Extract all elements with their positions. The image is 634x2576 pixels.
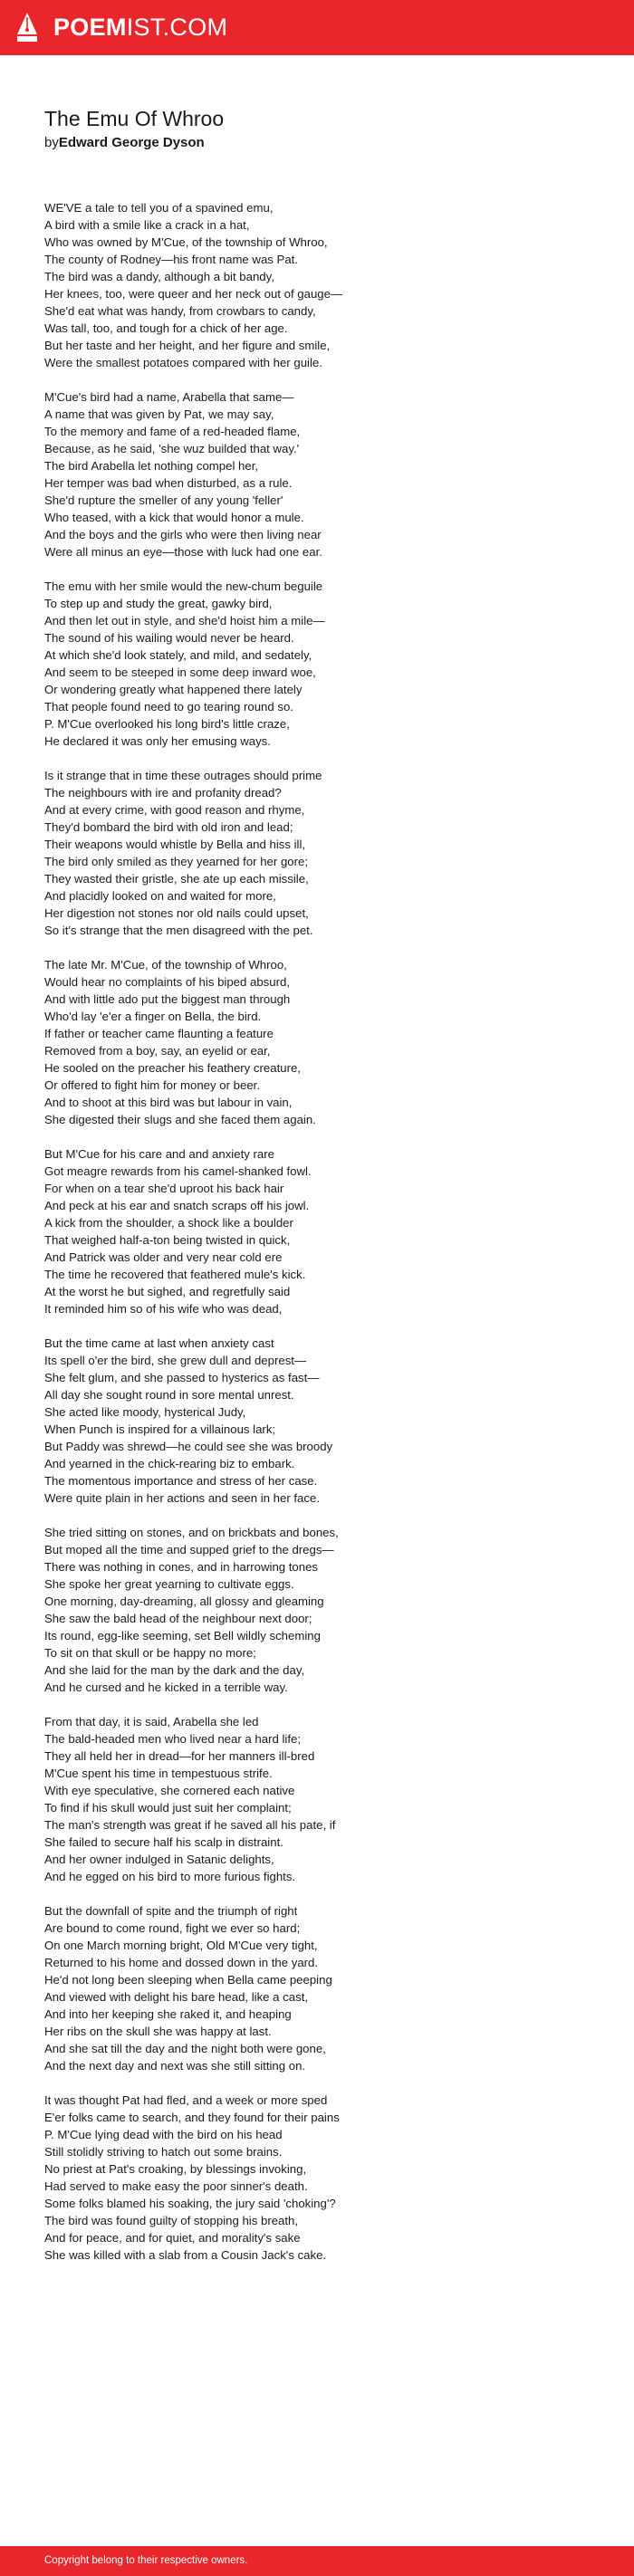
poem-line: For when on a tear she'd uproot his back hair bbox=[44, 1182, 284, 1195]
poem-line: She'd rupture the smeller of any young 'feller' bbox=[44, 493, 283, 507]
poem-line: And yearned in the chick-rearing biz to embark. bbox=[44, 1457, 295, 1470]
poem-line: The bird was found guilty of stopping his breath, bbox=[44, 2214, 299, 2227]
poem-title: The Emu Of Whroo bbox=[44, 107, 225, 130]
poem-stanza bbox=[44, 2092, 606, 2264]
poem-line: Are bound to come round, fight we ever so hard; bbox=[44, 1921, 301, 1935]
poem-line: So it's strange that the men disagreed with the pet. bbox=[44, 924, 313, 937]
poem-line: And Patrick was older and very near cold ere bbox=[44, 1250, 283, 1264]
poem-line: If father or teacher came flaunting a feature bbox=[44, 1027, 274, 1040]
poem-line: A name that was given by Pat, we may say, bbox=[44, 407, 274, 421]
poem-line: To the memory and fame of a red-headed flame, bbox=[44, 425, 301, 438]
pen-nib-icon[interactable] bbox=[15, 12, 39, 44]
poem-line: Their weapons would whistle by Bella and hiss ill, bbox=[44, 838, 306, 851]
poem-line: At the worst he but sighed, and regretfully said bbox=[44, 1285, 291, 1298]
poem-line: They wasted their gristle, she ate up each missile, bbox=[44, 872, 309, 886]
poem-line: From that day, it is said, Arabella she led bbox=[44, 1715, 259, 1729]
poem-line: The bird was a dandy, although a bit bandy, bbox=[44, 270, 274, 283]
poem-line: The bald-headed men who lived near a hard life; bbox=[44, 1732, 301, 1746]
poem-stanza bbox=[44, 199, 606, 371]
poem-stanza bbox=[44, 1524, 606, 1696]
poem-line: Were the smallest potatoes compared with her guile. bbox=[44, 356, 322, 369]
logo-light-text: IST.COM bbox=[126, 14, 228, 41]
poem-stanza bbox=[44, 956, 606, 1128]
poem-line: Were all minus an eye—those with luck had one ear. bbox=[44, 545, 322, 559]
logo-bold-text: POEM bbox=[53, 14, 127, 41]
poem-line: E'er folks came to search, and they found for their pains bbox=[44, 2111, 340, 2124]
poem-line: Is it strange that in time these outrages should prime bbox=[44, 769, 322, 782]
poem-line: She was killed with a slab from a Cousin Jack's cake. bbox=[44, 2248, 327, 2262]
poem-line: P. M'Cue overlooked his long bird's little craze, bbox=[44, 717, 290, 731]
poem-stanza bbox=[44, 388, 606, 560]
poem-line: And with little ado put the biggest man through bbox=[44, 992, 291, 1006]
poem-line: Its round, egg-like seeming, set Bell wildly scheming bbox=[44, 1629, 321, 1642]
author-name[interactable]: Edward George Dyson bbox=[58, 135, 205, 150]
poem-line: She failed to secure half his scalp in distraint. bbox=[44, 1835, 283, 1849]
site-header bbox=[0, 0, 634, 55]
poem-line: Her digestion not stones nor old nails could upset, bbox=[44, 906, 309, 920]
poem-line: On one March morning bright, Old M'Cue very tight, bbox=[44, 1939, 318, 1952]
poem-line: They all held her in dread—for her manners ill-bred bbox=[44, 1749, 315, 1763]
poem-line: To sit on that skull or be happy no more; bbox=[44, 1646, 256, 1660]
poem-body bbox=[44, 199, 606, 2281]
poem-line: Its spell o'er the bird, she grew dull and deprest— bbox=[44, 1354, 307, 1367]
poem-line: That people found need to go tearing round so. bbox=[44, 700, 293, 713]
poem-stanza bbox=[44, 1713, 606, 1885]
poem-line: Had served to make easy the poor sinner's death. bbox=[44, 2179, 308, 2193]
poem-line: The neighbours with ire and profanity dread? bbox=[44, 786, 282, 800]
poem-line: Who was owned by M'Cue, of the township of Whroo, bbox=[44, 235, 328, 249]
poem-line: The man's strength was great if he saved all his pate, if bbox=[44, 1818, 336, 1832]
poem-line: Her temper was bad when disturbed, as a rule. bbox=[44, 476, 293, 490]
poem-line: To step up and study the great, gawky bird, bbox=[44, 597, 273, 610]
poem-line: Was tall, too, and tough for a chick of her age. bbox=[44, 321, 288, 335]
poem-line: And for peace, and for quiet, and morality's sake bbox=[44, 2231, 301, 2245]
poem-line: Removed from a boy, say, an eyelid or ear, bbox=[44, 1044, 271, 1058]
poem-line: Some folks blamed his soaking, the jury said 'choking'? bbox=[44, 2197, 336, 2210]
poem-line: But her taste and her height, and her figure and smile, bbox=[44, 339, 331, 352]
poem-line: At which she'd look stately, and mild, and sedately, bbox=[44, 648, 312, 662]
poem-line: A kick from the shoulder, a shock like a boulder bbox=[44, 1216, 293, 1230]
poem-line: Because, as he said, 'she wuz builded that way.' bbox=[44, 442, 300, 455]
poem-line: That weighed half-a-ton being twisted in quick, bbox=[44, 1233, 291, 1247]
poem-line: It was thought Pat had fled, and a week or more sped bbox=[44, 2093, 328, 2107]
poem-line: The county of Rodney—his front name was Pat. bbox=[44, 253, 299, 266]
poem-line: And he cursed and he kicked in a terrible way. bbox=[44, 1681, 288, 1694]
poem-line: She spoke her great yearning to cultivate eggs. bbox=[44, 1577, 294, 1591]
byline-prefix: by bbox=[44, 135, 59, 150]
poem-line: The momentous importance and stress of her case. bbox=[44, 1474, 318, 1488]
poem-line: The emu with her smile would the new-chum beguile bbox=[44, 579, 323, 593]
poem-line: Who teased, with a kick that would honor a mule. bbox=[44, 511, 304, 524]
poem-line: And to shoot at this bird was but labour in vain, bbox=[44, 1096, 293, 1109]
poem-line: P. M'Cue lying dead with the bird on his head bbox=[44, 2128, 283, 2141]
poem-stanza bbox=[44, 767, 606, 939]
poem-line: M'Cue's bird had a name, Arabella that same— bbox=[44, 390, 294, 404]
poem-stanza bbox=[44, 1902, 606, 2074]
poem-line: She tried sitting on stones, and on brickbats and bones, bbox=[44, 1526, 339, 1539]
poem-line: And the boys and the girls who were then living near bbox=[44, 528, 322, 541]
poem-line: Returned to his home and dossed down in the yard. bbox=[44, 1956, 319, 1969]
poem-line: All day she sought round in sore mental unrest. bbox=[44, 1388, 294, 1402]
poem-line: And at every crime, with good reason and rhyme, bbox=[44, 803, 305, 817]
poem-line: And her owner indulged in Satanic delights, bbox=[44, 1853, 274, 1866]
poem-line: But moped all the time and supped grief to the dregs— bbox=[44, 1543, 334, 1556]
poem-line: When Punch is inspired for a villainous lark; bbox=[44, 1422, 276, 1436]
poem-byline bbox=[44, 134, 205, 152]
poem-line: And placidly looked on and waited for more, bbox=[44, 889, 276, 903]
poem-line: She digested their slugs and she faced them again. bbox=[44, 1113, 316, 1126]
poem-line: She acted like moody, hysterical Judy, bbox=[44, 1405, 246, 1419]
poem-line: And he egged on his bird to more furious fights. bbox=[44, 1870, 296, 1883]
poem-line: Or offered to fight him for money or beer. bbox=[44, 1078, 260, 1092]
poem-line: But M'Cue for his care and and anxiety rare bbox=[44, 1147, 274, 1161]
poem-stanza bbox=[44, 578, 606, 750]
poem-line: The time he recovered that feathered mule's kick. bbox=[44, 1268, 306, 1281]
poem-line: It reminded him so of his wife who was dead, bbox=[44, 1302, 283, 1316]
poem-line: Her knees, too, were queer and her neck out of gauge— bbox=[44, 287, 343, 301]
poem-line: And she laid for the man by the dark and the day, bbox=[44, 1663, 305, 1677]
poem-stanza bbox=[44, 1145, 606, 1317]
site-logo[interactable] bbox=[53, 13, 227, 42]
poem-line: But the time came at last when anxiety cast bbox=[44, 1336, 274, 1350]
poem-line: Her ribs on the skull she was happy at last. bbox=[44, 2025, 272, 2038]
poem-line: Got meagre rewards from his camel-shanked fowl. bbox=[44, 1164, 312, 1178]
poem-line: They'd bombard the bird with old iron and lead; bbox=[44, 820, 293, 834]
poem-line: And the next day and next was she still sitting on. bbox=[44, 2059, 306, 2073]
poem-line: No priest at Pat's croaking, by blessings invoking, bbox=[44, 2162, 307, 2176]
poem-line: Or wondering greatly what happened there lately bbox=[44, 683, 303, 696]
poem-line: And viewed with delight his bare head, like a cast, bbox=[44, 1990, 309, 2004]
poem-line: She felt glum, and she passed to hysterics as fast— bbox=[44, 1371, 320, 1384]
poem-line: Were quite plain in her actions and seen in her face. bbox=[44, 1491, 320, 1505]
poem-line: And she sat till the day and the night both were gone, bbox=[44, 2042, 326, 2055]
poem-line: And then let out in style, and she'd hoist him a mile— bbox=[44, 614, 325, 627]
poem-stanza bbox=[44, 1335, 606, 1507]
poem-line: But Paddy was shrewd—he could see she was broody bbox=[44, 1440, 333, 1453]
poem-line: Still stolidly striving to hatch out some brains. bbox=[44, 2145, 283, 2159]
poem-line: The bird only smiled as they yearned for her gore; bbox=[44, 855, 309, 868]
poem-line: The sound of his wailing would never be heard. bbox=[44, 631, 294, 645]
poem-line: WE'VE a tale to tell you of a spavined emu, bbox=[44, 201, 274, 215]
poem-line: And seem to be steeped in some deep inward woe, bbox=[44, 666, 316, 679]
poem-line: And peck at his ear and snatch scraps off his jowl. bbox=[44, 1199, 310, 1212]
poem-line: He declared it was only her emusing ways. bbox=[44, 734, 271, 748]
poem-line: He sooled on the preacher his feathery creature, bbox=[44, 1061, 301, 1075]
poem-line: M'Cue spent his time in tempestuous strife. bbox=[44, 1767, 273, 1780]
poem-line: Would hear no complaints of his biped absurd, bbox=[44, 975, 290, 989]
poem-line: The bird Arabella let nothing compel her, bbox=[44, 459, 259, 473]
poem-line: The late Mr. M'Cue, of the township of Whroo, bbox=[44, 958, 287, 972]
poem-line: To find if his skull would just suit her complaint; bbox=[44, 1801, 292, 1815]
poem-line: She'd eat what was handy, from crowbars to candy, bbox=[44, 304, 316, 318]
poem-line: One morning, day-dreaming, all glossy and gleaming bbox=[44, 1594, 324, 1608]
poem-line: She saw the bald head of the neighbour next door; bbox=[44, 1612, 312, 1625]
poem-line: Who'd lay 'e'er a finger on Bella, the bird. bbox=[44, 1010, 262, 1023]
poem-line: He'd not long been sleeping when Bella came peeping bbox=[44, 1973, 332, 1987]
poem-line: But the downfall of spite and the triumph of right bbox=[44, 1904, 298, 1918]
poem-line: With eye speculative, she cornered each native bbox=[44, 1784, 295, 1797]
poem-line: There was nothing in cones, and in harrowing tones bbox=[44, 1560, 319, 1574]
poem-line: And into her keeping she raked it, and heaping bbox=[44, 2007, 292, 2021]
copyright-notice: Copyright belong to their respective owners. bbox=[44, 2555, 248, 2566]
poem-line: A bird with a smile like a crack in a hat, bbox=[44, 218, 250, 232]
site-footer bbox=[0, 2546, 634, 2576]
